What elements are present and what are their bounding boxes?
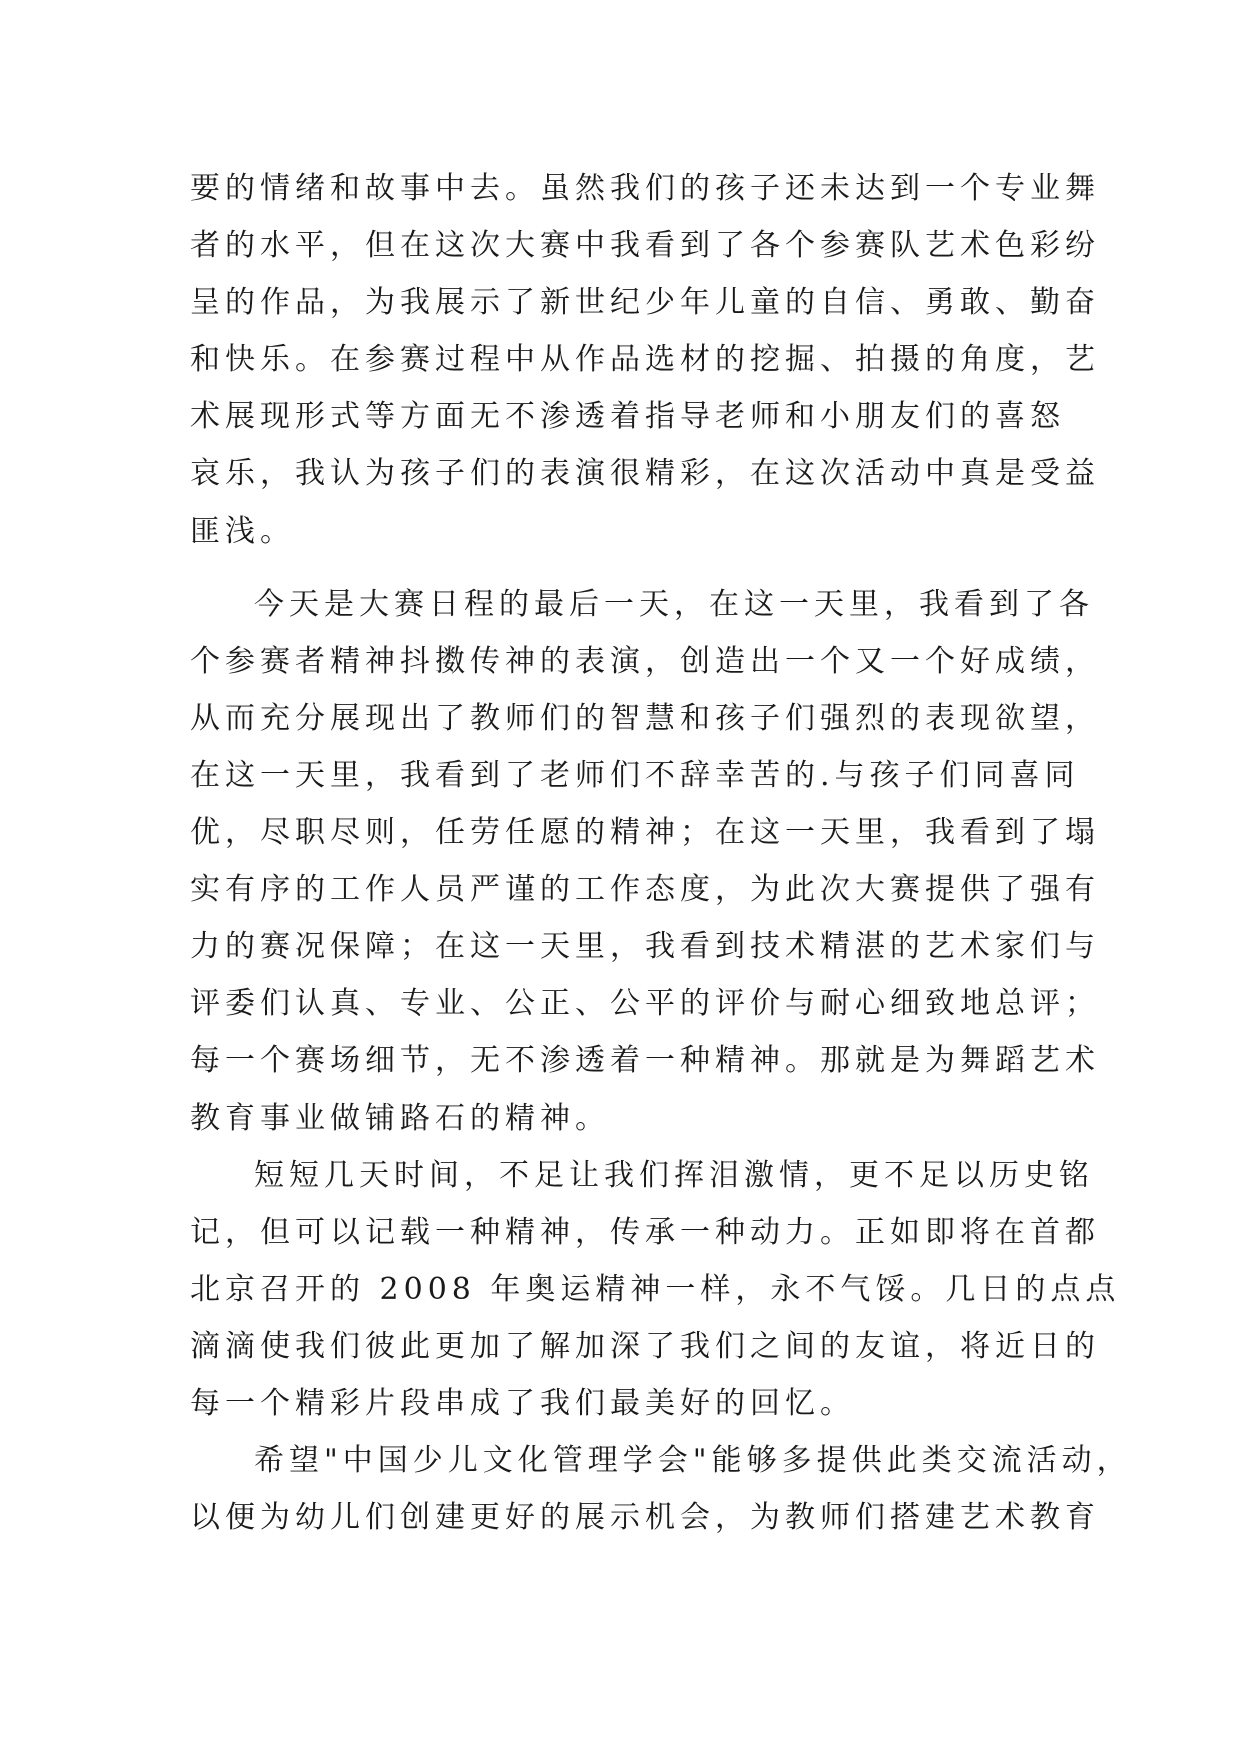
- text-line: 记，但可以记载一种精神，传承一种动力。正如即将在首都: [190, 1214, 1100, 1250]
- text-line: 在这一天里，我看到了老师们不辞幸苦的.与孩子们同喜同: [190, 757, 1080, 793]
- text-line: 评委们认真、专业、公正、公平的评价与耐心细致地总评；: [190, 986, 1100, 1022]
- text-line: 个参赛者精神抖擞传神的表演，创造出一个又一个好成绩，: [190, 643, 1100, 679]
- text-line: 教育事业做铺路石的精神。: [190, 1100, 610, 1136]
- paragraph: [190, 1432, 1132, 1546]
- paragraph: [190, 1147, 1121, 1432]
- text-line: 滴滴使我们彼此更加了解加深了我们之间的友谊，将近日的: [190, 1328, 1100, 1364]
- text-line: 力的赛况保障；在这一天里，我看到技术精湛的艺术家们与: [190, 929, 1100, 965]
- text-line: 术展现形式等方面无不渗透着指导老师和小朋友们的喜怒: [190, 399, 1065, 435]
- text-line: 今天是大赛日程的最后一天，在这一天里，我看到了各: [254, 586, 1094, 622]
- text-line: 以便为幼儿们创建更好的展示机会，为教师们搭建艺术教育: [190, 1500, 1100, 1536]
- text-line: 优，尽职尽则，任劳任愿的精神；在这一天里，我看到了塌: [190, 815, 1100, 851]
- text-line: 哀乐，我认为孩子们的表演很精彩，在这次活动中真是受益: [190, 456, 1100, 492]
- text-line: 每一个赛场细节，无不渗透着一种精神。那就是为舞蹈艺术: [190, 1043, 1100, 1079]
- text-line: 和快乐。在参赛过程中从作品选材的挖掘、拍摄的角度，艺: [190, 342, 1100, 378]
- text-line: 要的情绪和故事中去。虽然我们的孩子还未达到一个专业舞: [190, 171, 1100, 206]
- text-line: 匪浅。: [190, 513, 295, 549]
- text-line: 从而充分展现出了教师们的智慧和孩子们强烈的表现欲望，: [190, 700, 1100, 736]
- text-line: 希望"中国少儿文化管理学会"能够多提供此类交流活动，: [254, 1443, 1132, 1479]
- text-line: 短短几天时间，不足让我们挥泪激情，更不足以历史铭: [254, 1157, 1094, 1193]
- text-line: 呈的作品，为我展示了新世纪少年儿童的自信、勇敢、勤奋: [190, 285, 1100, 321]
- body-text: [190, 160, 1132, 1546]
- text-line: 每一个精彩片段串成了我们最美好的回忆。: [190, 1385, 855, 1421]
- paragraph: [190, 576, 1100, 1147]
- text-line: 实有序的工作人员严谨的工作态度，为此次大赛提供了强有: [190, 872, 1100, 908]
- text-line: 者的水平，但在这次大赛中我看到了各个参赛队艺术色彩纷: [190, 228, 1100, 264]
- paragraph: [190, 160, 1100, 560]
- text-line: 北京召开的 2008 年奥运精神一样，永不气馁。几日的点点: [190, 1271, 1121, 1307]
